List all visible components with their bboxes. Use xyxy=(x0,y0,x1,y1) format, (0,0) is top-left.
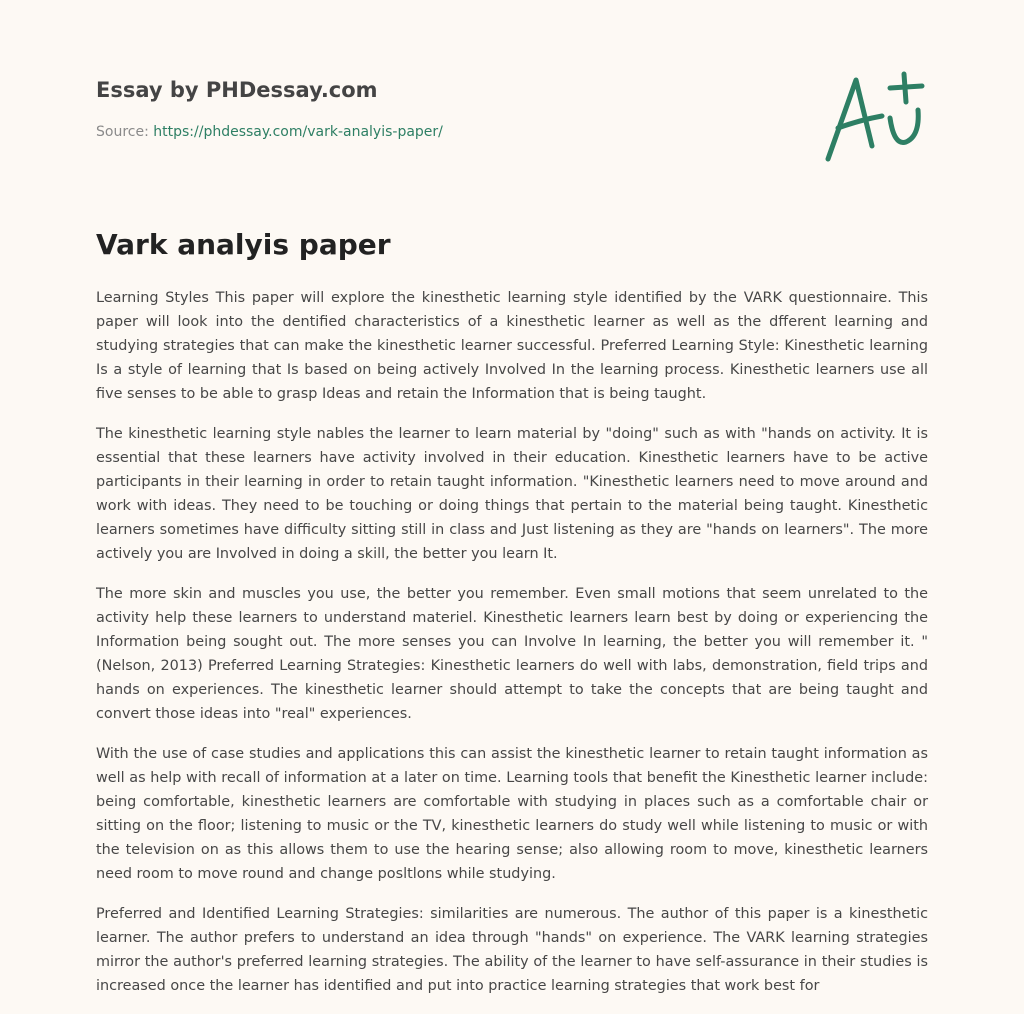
document-title: Vark analyis paper xyxy=(96,228,391,261)
paragraph: Preferred and Identified Learning Strategies: similarities are numerous. The author of this paper is a kinesthetic learner. The author prefers to understand an idea through "hands" on experience. The VARK learning strategies mirror the author's preferred learning strategies. The ability of the learner to have self-assurance in their studies is increased once the learner has identified and put into practice learning strategies that work best for xyxy=(96,906,928,994)
a-plus-grade-icon xyxy=(820,66,930,166)
essay-body xyxy=(96,286,928,1014)
paragraph: The more skin and muscles you use, the better you remember. Even small motions that seem unrelated to the activity help these learners to understand materiel. Kinesthetic learners learn best by doing or experiencing the Information being sought out. The more senses you can Involve In learning, the better you will remember it. " (Nelson, 2013) Preferred Learning Strategies: Kinesthetic learners do well with labs, demonstration, field trips and hands on experiences. The kinesthetic learner should attempt to take the concepts that are being taught and convert those ideas into "real" experiences. xyxy=(96,586,928,722)
paragraph: The kinesthetic learning style nables the learner to learn material by "doing" such as with "hands on activity. It is essential that these learners have activity involved in their education. Kinesthetic learners have to be active participants in their learning in order to retain taught information. "Kinesthetic learners need to move around and work with ideas. They need to be touching or doing things that pertain to the material being taught. Kinesthetic learners sometimes have difficulty sitting still in class and Just listening as they are "hands on learners". The more actively you are Involved in doing a skill, the better you learn It. xyxy=(96,426,928,562)
site-title: Essay by PHDessay.com xyxy=(96,78,378,102)
paragraph: Learning Styles This paper will explore the kinesthetic learning style identified by the VARK questionnaire. This paper will look into the dentified characteristics of a kinesthetic learner as well as the dfferent learning and studying strategies that can make the kinesthetic learner successful. Preferred Learning Style: Kinesthetic learning Is a style of learning that Is based on being actively Involved In the learning process. Kinesthetic learners use all five senses to be able to grasp Ideas and retain the Information that is being taught. xyxy=(96,290,928,402)
header xyxy=(96,74,796,142)
source-link[interactable]: https://phdessay.com/vark-analyis-paper/ xyxy=(153,124,443,140)
source-label: Source: xyxy=(96,124,149,140)
paragraph: With the use of case studies and applications this can assist the kinesthetic learner to retain taught information as well as help with recall of information at a later on time. Learning tools that benefit the Kinesthetic learner include: being comfortable, kinesthetic learners are comfortable with studying in places such as a comfortable chair or sitting on the floor; listening to music or the TV, kinesthetic learners do study well while listening to music or with the television on as this allows them to use the hearing sense; also allowing room to move, kinesthetic learners need room to move round and change posltlons while studying. xyxy=(96,746,928,882)
source-line xyxy=(96,122,796,142)
